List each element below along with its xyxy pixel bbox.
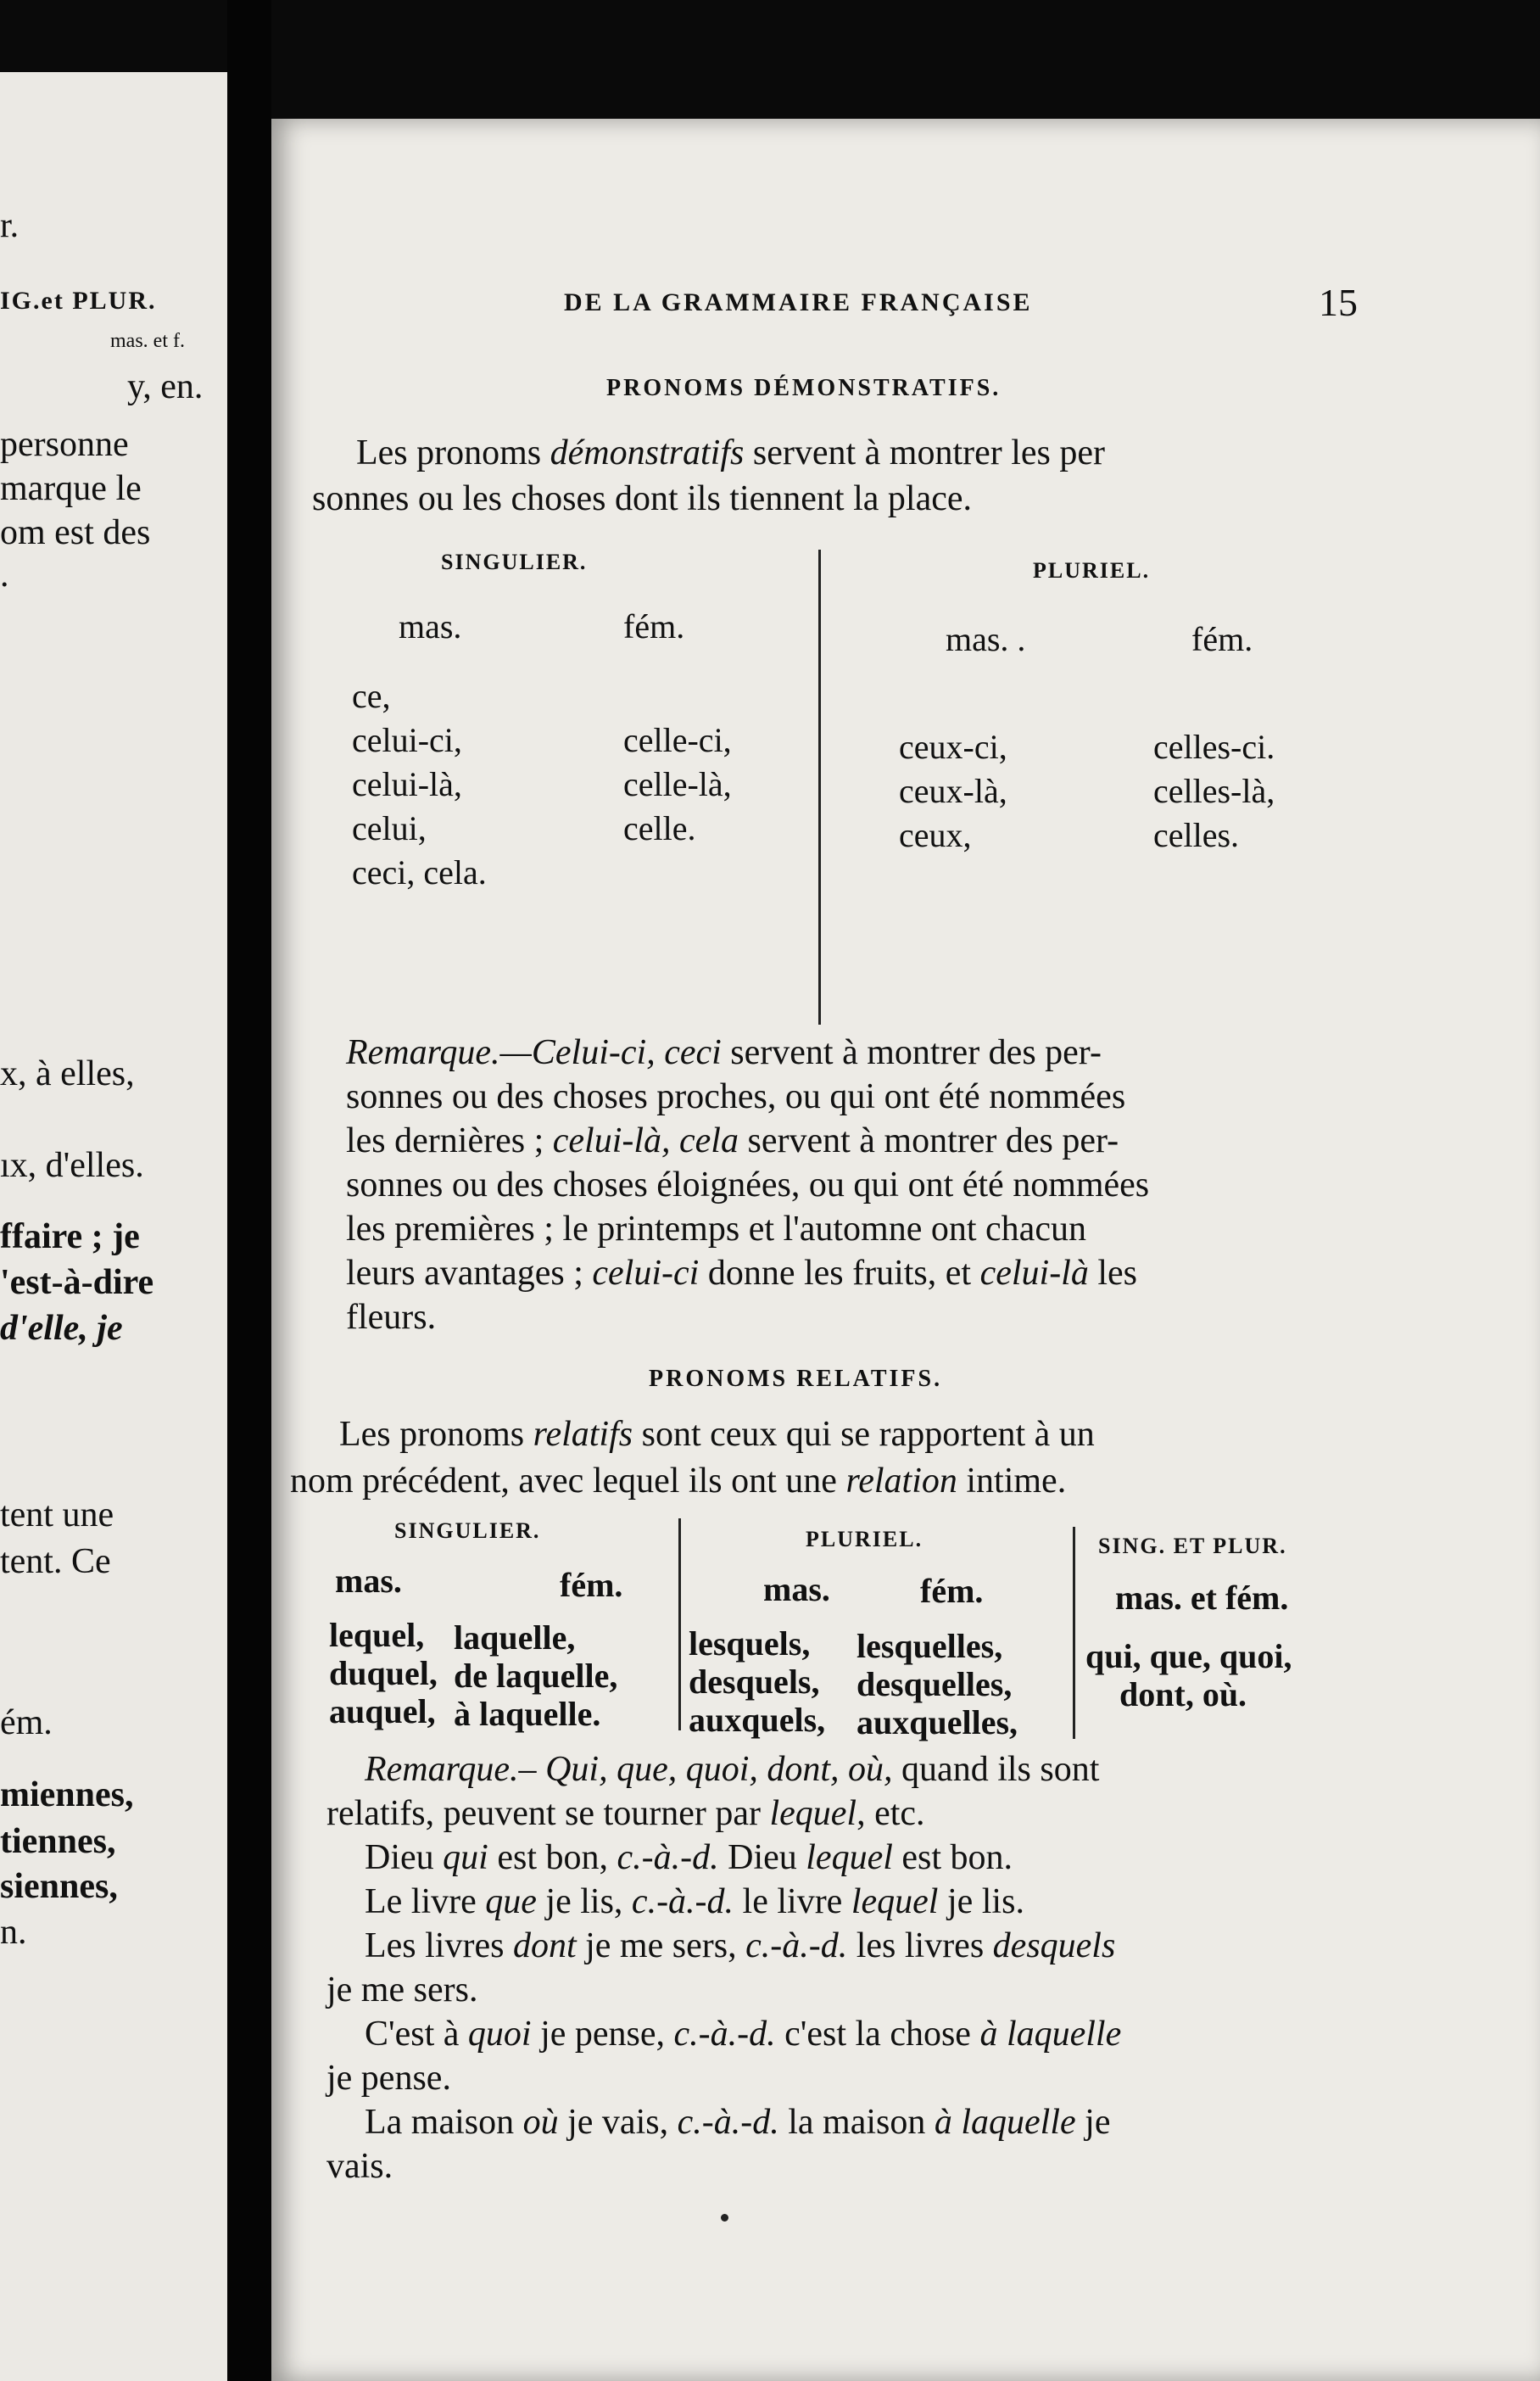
example-line [326,2100,1121,2144]
pronoun: à laquelle. [454,1695,601,1733]
example-line [326,1924,1121,1968]
example-line [326,1836,1121,1880]
term: lequel [851,1882,939,1921]
label-singulier-relatifs: SINGULIER. [394,1518,541,1543]
left-fragment: 'est-à-dire [0,1263,154,1302]
left-fragment: r. [0,206,20,245]
sing-fem-list [623,718,732,851]
rel-sing-fem-list [454,1618,617,1733]
section-heading-demonstratifs: PRONOMS DÉMONSTRATIFS. [606,375,1002,401]
term: à laquelle [979,2015,1122,2054]
text-run: leurs avantages ; [346,1254,593,1293]
pronoun: laquelle, [454,1618,576,1657]
term: Qui, que, quoi, dont, où, [545,1750,893,1789]
remarque-line [346,1251,1149,1295]
left-facing-page [0,72,227,2381]
example-continuation: vais. [326,2147,393,2186]
abbr: c.-à.-d. [677,2103,779,2142]
text-run: je pense, [531,2015,674,2054]
left-fragment: miennes, [0,1775,134,1814]
text-run: Le livre [365,1882,486,1921]
left-fragment: n. [0,1913,27,1952]
remarque-label: Remarque.— [346,1033,532,1072]
intro-demonstratifs-line2: sonnes ou les choses dont ils tiennent la place. [312,479,973,518]
example-line [326,1880,1121,1924]
text-run: Les livres [365,1926,513,1965]
example-line [326,2012,1121,2056]
term: que [485,1882,537,1921]
left-fragment: . [0,556,9,595]
text-run: Les pronoms [339,1415,533,1454]
label-pluriel-relatifs: PLURIEL. [806,1527,923,1551]
text-run: Les pronoms [356,433,550,472]
rel-sing-mas-list [329,1616,438,1730]
rel-invariable-list [1085,1637,1292,1713]
term: dont [512,1926,577,1965]
page-number: 15 [1319,281,1358,324]
remarque-line: fleurs. [346,1298,437,1337]
text-run: je lis, [536,1882,632,1921]
text-run: Dieu [365,1838,444,1877]
running-title: DE LA GRAMMAIRE FRANÇAISE [564,288,1033,316]
remarque-demonstratifs [346,1031,1149,1339]
remarque-line: sonnes ou des choses éloignées, ou qui ont été nommées [346,1165,1150,1204]
pronoun: lesquelles, [856,1627,1003,1665]
col-header-fem-pluriel: fém. [920,1572,984,1610]
abbr: c.-à.-d. [631,1882,734,1921]
sing-mas-list [352,674,487,895]
pronoun: duquel, [329,1654,438,1692]
left-fragment: marque le [0,469,142,508]
text-run: est bon. [892,1838,1013,1877]
text-run: C'est à [365,2015,468,2054]
col-header-mas: mas. [399,607,462,646]
term: celui-là, cela [552,1121,739,1160]
remarque-line: sonnes ou des choses proches, ou qui ont été nommées [346,1077,1126,1116]
rel-plur-mas-list [689,1624,825,1739]
text-run: quand ils sont [892,1750,1100,1789]
text-run: c'est la chose [775,2015,980,2054]
remarque-line [346,1119,1149,1163]
pronoun: ceci, cela. [352,853,487,891]
abbr: c.-à.-d. [617,1838,719,1877]
term: lequel [806,1838,893,1877]
left-fragment: mas. et f. [110,330,185,352]
text-run: je lis. [938,1882,1024,1921]
text-run: les dernières ; [346,1121,553,1160]
left-fragment: x, à elles, [0,1054,135,1093]
pronoun: desquels, [689,1663,820,1701]
pronoun: ce, [352,677,391,715]
pronoun: de laquelle, [454,1657,618,1695]
example-continuation: je pense. [326,2059,451,2098]
pronoun: qui, que, quoi, [1085,1637,1292,1675]
text-run: je [1075,2103,1111,2142]
left-fragment: om est des [0,513,151,552]
example-continuation: je me sers. [326,1970,478,2009]
col-header-fem: fém. [560,1566,623,1604]
column-divider [678,1518,681,1730]
remarque-line: les premières ; le printemps et l'automne ont chacun [346,1210,1086,1249]
pronoun: ceux-là, [899,772,1007,810]
pronoun: celle-là, [623,765,732,803]
plur-fem-list [1153,725,1275,858]
abbr: c.-à.-d. [673,2015,776,2054]
text-run: est bon, [488,1838,617,1877]
left-fragment: y, en. [127,367,204,406]
term-relatifs: relatifs [533,1415,633,1454]
pronoun: auquel, [329,1692,436,1730]
col-header-mas-pluriel: mas. . [946,620,1026,658]
text-run: les livres [847,1926,993,1965]
term: qui [443,1838,488,1877]
label-sing-et-plur: SING. ET PLUR. [1098,1534,1287,1558]
col-header-fem-pluriel: fém. [1191,620,1253,658]
pronoun: dont, où. [1119,1675,1247,1713]
left-fragment: IG.et PLUR. [0,287,157,315]
remarque-line [346,1031,1149,1075]
rel-plur-fem-list [856,1627,1018,1741]
pronoun: celles-là, [1153,772,1275,810]
abbr: c.-à.-d. [745,1926,848,1965]
col-header-mas-fem: mas. et fém. [1115,1579,1289,1617]
text-run: , etc. [856,1794,925,1833]
intro-relatifs-line2 [290,1459,1066,1503]
left-fragment: ém. [0,1703,53,1742]
column-divider [818,550,821,1025]
text-run: servent à montrer les per [744,433,1106,472]
text-run: donne les fruits, et [699,1254,980,1293]
term-relation: relation [845,1462,957,1501]
term: à laquelle [934,2103,1076,2142]
pronoun: celle-ci, [623,721,732,759]
term: Celui-ci, ceci [531,1033,722,1072]
pronoun: celle. [623,809,696,847]
remarque-relatifs [326,1747,1121,2188]
left-fragment: tiennes, [0,1822,116,1861]
term: desquels [992,1926,1116,1965]
text-run: le livre [734,1882,851,1921]
text-run: relatifs, peuvent se tourner par [326,1794,770,1833]
col-header-mas: mas. [335,1562,402,1600]
term: quoi [467,2015,532,2054]
left-fragment: tent une [0,1495,114,1534]
col-header-mas-pluriel: mas. [763,1570,830,1608]
text-run: sont ceux qui se rapportent à un [633,1415,1095,1454]
left-fragment: ffaire ; je [0,1217,140,1256]
pronoun: ceux, [899,816,972,854]
plur-mas-list [899,725,1007,858]
pronoun: ceux-ci, [899,728,1007,766]
pronoun: auxquels, [689,1701,826,1739]
intro-relatifs-line1 [339,1412,1095,1456]
left-fragment: tent. Ce [0,1542,111,1581]
text-run: la maison [778,2103,935,2142]
pronoun: lesquels, [689,1624,811,1663]
text-run: intime. [957,1462,1067,1501]
pronoun: desquelles, [856,1665,1013,1703]
left-fragment: personne [0,425,129,464]
column-divider [1073,1527,1075,1739]
left-fragment: ıx, d'elles. [0,1146,144,1185]
term: où [522,2103,559,2142]
text-run: servent à montrer des per- [721,1033,1102,1072]
pronoun: celles. [1153,816,1240,854]
label-singulier: SINGULIER. [441,550,588,574]
term: celui-là [979,1254,1089,1293]
term: celui-ci [592,1254,700,1293]
text-run: je vais, [558,2103,678,2142]
ink-spot [721,2214,728,2222]
text-run: je me sers, [576,1926,746,1965]
remarque-line [326,1791,1121,1836]
text-run: La maison [365,2103,523,2142]
pronoun: lequel, [329,1616,425,1654]
pronoun: auxquelles, [856,1703,1018,1741]
text-run: servent à montrer des per- [738,1121,1119,1160]
remarque-line [326,1747,1121,1791]
label-pluriel: PLURIEL. [1033,558,1151,583]
term: lequel [769,1794,857,1833]
text-run: Dieu [718,1838,806,1877]
left-fragment: siennes, [0,1867,118,1906]
col-header-fem: fém. [623,607,685,646]
pronoun: celui, [352,809,427,847]
text-run: nom précédent, avec lequel ils ont une [290,1462,846,1501]
remarque-label: Remarque.– [365,1750,537,1789]
left-fragment: d'elle, je [0,1309,123,1348]
intro-demonstratifs-line1 [356,431,1105,475]
section-heading-relatifs: PRONOMS RELATIFS. [649,1366,943,1392]
pronoun: celui-là, [352,765,462,803]
book-page [271,119,1540,2381]
pronoun: celles-ci. [1153,728,1275,766]
page-gutter [227,0,271,2381]
term-demonstratifs: démonstratifs [550,433,745,472]
text-run: les [1088,1254,1138,1293]
pronoun: celui-ci, [352,721,462,759]
